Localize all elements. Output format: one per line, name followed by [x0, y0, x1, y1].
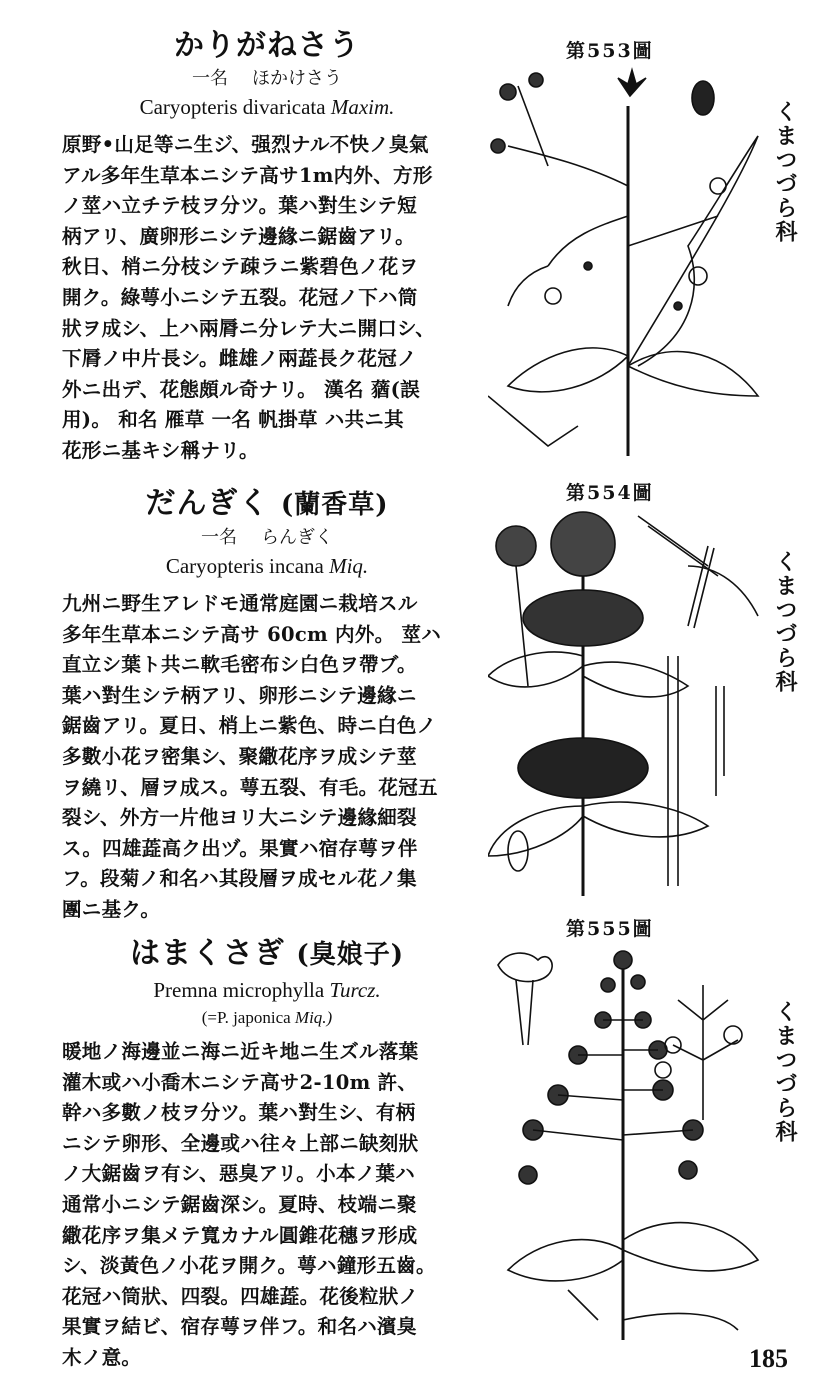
- description-line: 開ク。綠萼小ニシテ五裂。花冠ノ下ハ筒: [62, 285, 418, 309]
- description-line: 鋸齒アリ。夏日、梢上ニ紫色、時ニ白色ノ: [62, 714, 437, 738]
- plant-illustration-caryopteris-divaricata: [488, 66, 768, 456]
- description-line: 用)。 和名 雁草 一名 帆掛草 ハ共ニ其: [62, 408, 404, 432]
- description: [62, 589, 472, 926]
- synonym: [62, 1005, 472, 1031]
- alias-value: らんぎく: [261, 527, 333, 548]
- description-line: 下脣ノ中片長シ。雌雄ノ兩蕋長ク花冠ノ: [62, 347, 417, 371]
- alternate-name: [62, 66, 472, 92]
- description-line: 柄アリ、廣卵形ニシテ邊緣ニ鋸齒アリ。: [62, 224, 415, 248]
- description-line: 裂シ、外方一片他ヨリ大ニシテ邊緣細裂: [62, 806, 417, 830]
- description-line: 木ノ意。: [62, 1345, 142, 1369]
- description-line: 多數小花ヲ密集シ、聚繖花序ヲ成シテ莖: [62, 744, 417, 768]
- description-line: アル多年生草本ニシテ高サ1m内外、方形: [62, 163, 433, 187]
- entry-dangiku: [62, 484, 472, 926]
- family-label: くまつづら科: [772, 100, 798, 244]
- description-line: 團ニ基ク。: [62, 897, 161, 921]
- description-line: フ。段菊ノ和名ハ其段層ヲ成セル花ノ集: [62, 867, 417, 891]
- description-line: 外ニ出デ、花態頗ル奇ナリ。 漢名 蕕(誤: [62, 377, 420, 401]
- binomial: Caryopteris incana: [165, 554, 324, 578]
- entry-title: [62, 484, 472, 525]
- synonym-authority: Miq.): [294, 1008, 333, 1027]
- entry-kariganesou: [62, 26, 472, 467]
- entry-hamakusagi: [62, 934, 472, 1374]
- description-line: 花冠ハ筒狀、四裂。四雄蕋。花後粒狀ノ: [62, 1284, 419, 1308]
- scientific-name: [62, 92, 472, 122]
- plant-illustration-premna-microphylla: [488, 940, 768, 1340]
- description-line: 直立シ葉ト共ニ軟毛密布シ白色ヲ帶ブ。: [62, 653, 417, 677]
- description-line: ノ莖ハ立チテ枝ヲ分ツ。葉ハ對生シテ短: [62, 194, 418, 218]
- description-line: 葉ハ對生シテ柄アリ、卵形ニシテ邊緣ニ: [62, 683, 417, 707]
- figure-label: 第555圖: [566, 918, 654, 940]
- title-kana: はまくさぎ: [129, 936, 285, 971]
- page-number: 185: [749, 1344, 788, 1373]
- description-line: 繖花序ヲ集メテ寬カナル圓錐花穗ヲ形成: [62, 1223, 418, 1247]
- description-line: 九州ニ野生アレドモ通常庭園ニ栽培スル: [62, 592, 418, 615]
- figure-label: 第553圖: [566, 40, 654, 62]
- family-label: くまつづら科: [772, 550, 798, 694]
- scientific-name: [62, 975, 472, 1005]
- scientific-name: [62, 551, 472, 581]
- alternate-name: [62, 525, 472, 551]
- description-line: 秋日、梢ニ分枝シテ疎ラニ紫碧色ノ花ヲ: [62, 255, 419, 279]
- leaf-stem-drawing-icon: [488, 66, 768, 456]
- title-kana: だんぎく: [145, 486, 270, 521]
- description-line: 幹ハ多數ノ枝ヲ分ツ。葉ハ對生シ、有柄: [62, 1101, 416, 1125]
- description-line: 暖地ノ海邊並ニ海ニ近キ地ニ生ズル落葉: [62, 1040, 419, 1063]
- description-line: 原野•山足等ニ生ジ、强烈ナル不快ノ臭氣: [62, 133, 429, 156]
- description-line: 灌木或ハ小喬木ニシテ高サ2-10m 許、: [62, 1070, 418, 1094]
- title-kanji: (蘭香草): [280, 490, 389, 520]
- description-line: シ、淡黃色ノ小花ヲ開ク。萼ハ鐘形五齒。: [62, 1254, 436, 1278]
- flower-cluster-drawing-icon: [488, 506, 768, 896]
- alias-value: ほかけさう: [252, 68, 342, 89]
- authority: Turcz.: [329, 978, 381, 1002]
- plant-illustration-caryopteris-incana: [488, 506, 768, 896]
- authority: Miq.: [329, 554, 369, 578]
- description-line: 多年生草本ニシテ高サ 60cm 内外。 莖ハ: [62, 622, 442, 646]
- description-line: ノ大鋸齒ヲ有シ、惡臭アリ。小本ノ葉ハ: [62, 1162, 416, 1186]
- description: [62, 1037, 472, 1374]
- description-line: 通常小ニシテ鋸齒深シ。夏時、枝端ニ聚: [62, 1192, 417, 1216]
- panicle-drawing-icon: [488, 940, 768, 1340]
- alias-label: 一名: [192, 68, 228, 89]
- description-line: 果實ヲ結ビ、宿存萼ヲ伴フ。和名ハ濱臭: [62, 1315, 417, 1339]
- description-line: 狀ヲ成シ、上ハ兩脣ニ分レテ大ニ開口シ、: [62, 316, 436, 340]
- synonym-name: (=P. japonica: [201, 1008, 291, 1027]
- family-label: くまつづら科: [772, 1000, 798, 1144]
- authority: Maxim.: [330, 95, 395, 119]
- entry-title: [62, 26, 472, 66]
- title-kana: かりがねさう: [174, 28, 360, 63]
- figure-label: 第554圖: [566, 482, 654, 504]
- description-line: ヲ繞リ、層ヲ成ス。萼五裂、有毛。花冠五: [62, 775, 438, 799]
- title-kanji: (臭娘子): [296, 940, 405, 970]
- description-line: 花形ニ基キシ稱ナリ。: [62, 438, 259, 462]
- description: [62, 130, 472, 467]
- description-line: ニシテ卵形、全邊或ハ往々上部ニ缺刻狀: [62, 1131, 419, 1155]
- entry-title: [62, 934, 472, 975]
- binomial: Premna microphylla: [153, 978, 325, 1002]
- alias-label: 一名: [201, 527, 237, 548]
- binomial: Caryopteris divaricata: [139, 95, 326, 119]
- description-line: ス。四雄蕋高ク出ヅ。果實ハ宿存萼ヲ伴: [62, 836, 418, 860]
